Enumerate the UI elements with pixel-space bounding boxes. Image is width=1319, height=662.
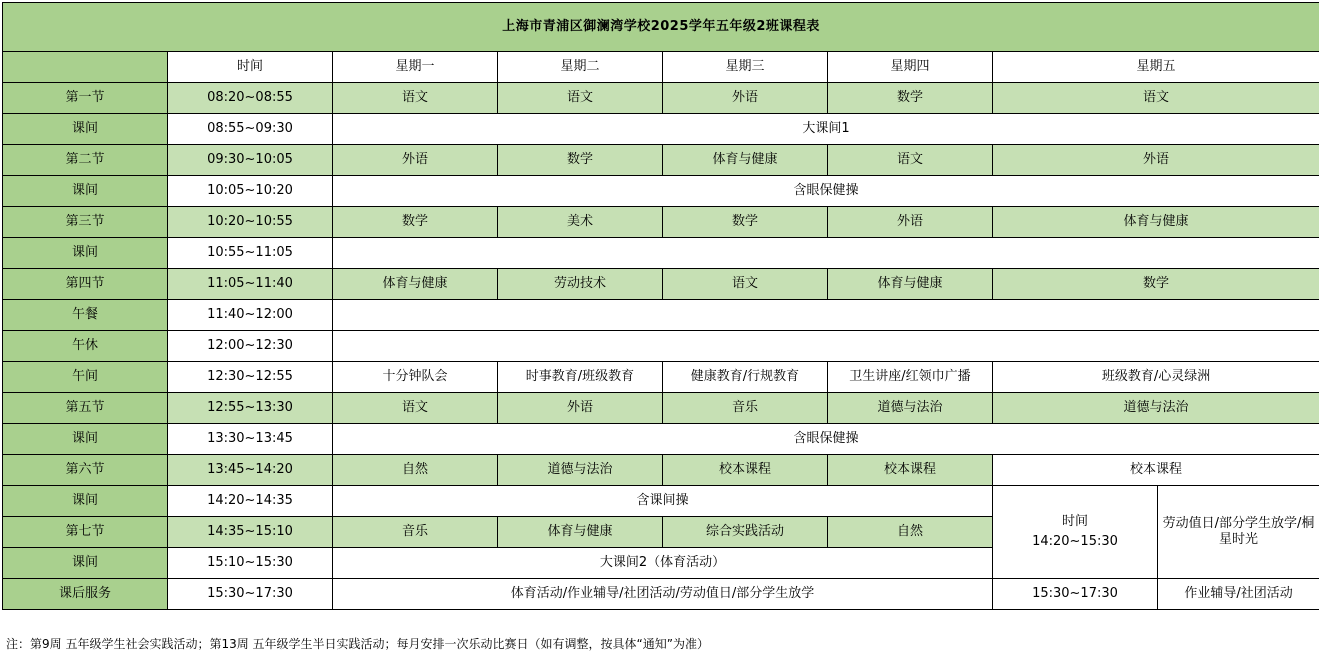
friday-afternoon-time [993, 486, 1158, 579]
period-label: 第二节 [3, 145, 168, 176]
period-time: 12:55~13:30 [168, 393, 333, 424]
period-time: 10:05~10:20 [168, 176, 333, 207]
header-row [3, 52, 1319, 83]
lesson-cell: 数学 [663, 207, 828, 238]
after-school-row [3, 579, 1319, 610]
period-time: 13:45~14:20 [168, 455, 333, 486]
period-row [3, 83, 1319, 114]
lesson-cell: 音乐 [663, 393, 828, 424]
period-time: 12:30~12:55 [168, 362, 333, 393]
break-row [3, 114, 1319, 145]
lesson-cell: 校本课程 [828, 455, 993, 486]
lesson-cell: 校本课程 [993, 455, 1319, 486]
lesson-cell: 自然 [828, 517, 993, 548]
noon-activity: 时事教育/班级教育 [498, 362, 663, 393]
header-monday: 星期一 [333, 52, 498, 83]
friday-time-label: 时间 [1061, 514, 1088, 529]
lesson-cell: 语文 [993, 83, 1319, 114]
period-label: 午间 [3, 362, 168, 393]
period-row [3, 455, 1319, 486]
lesson-cell: 道德与法治 [498, 455, 663, 486]
lesson-cell: 劳动技术 [498, 269, 663, 300]
break-row [3, 424, 1319, 455]
lesson-cell: 语文 [828, 145, 993, 176]
period-label: 第七节 [3, 517, 168, 548]
period-label: 第六节 [3, 455, 168, 486]
lesson-cell: 体育与健康 [498, 517, 663, 548]
period-label: 课间 [3, 424, 168, 455]
lesson-cell: 语文 [333, 83, 498, 114]
lesson-cell: 音乐 [333, 517, 498, 548]
lesson-cell: 外语 [498, 393, 663, 424]
period-time: 09:30~10:05 [168, 145, 333, 176]
lunch-row [3, 300, 1319, 331]
lesson-cell: 外语 [333, 145, 498, 176]
timetable [2, 2, 1319, 610]
after-school-activity: 体育活动/作业辅导/社团活动/劳动值日/部分学生放学 [333, 579, 993, 610]
lesson-cell: 数学 [828, 83, 993, 114]
lesson-cell: 体育与健康 [993, 207, 1319, 238]
period-time: 14:20~14:35 [168, 486, 333, 517]
break-row [3, 486, 1319, 517]
header-thursday: 星期四 [828, 52, 993, 83]
break-row [3, 176, 1319, 207]
lesson-cell: 道德与法治 [993, 393, 1319, 424]
friday-time-range: 14:20~15:30 [1032, 534, 1118, 549]
footnote: 注：第9周 五年级学生社会实践活动；第13周 五年级学生半日实践活动；每月安排一次乐动比赛日（如有调整，按具体“通知”为准） [6, 637, 709, 651]
lesson-cell: 体育与健康 [828, 269, 993, 300]
period-label: 第四节 [3, 269, 168, 300]
period-time: 11:05~11:40 [168, 269, 333, 300]
period-time: 14:35~15:10 [168, 517, 333, 548]
period-label: 午休 [3, 331, 168, 362]
header-time: 时间 [168, 52, 333, 83]
break-activity [333, 238, 1319, 269]
lesson-cell: 外语 [828, 207, 993, 238]
noon-activity: 十分钟队会 [333, 362, 498, 393]
break-row [3, 238, 1319, 269]
period-time: 10:55~11:05 [168, 238, 333, 269]
period-label: 第三节 [3, 207, 168, 238]
lesson-cell: 综合实践活动 [663, 517, 828, 548]
noon-activity: 健康教育/行规教育 [663, 362, 828, 393]
lesson-cell: 体育与健康 [663, 145, 828, 176]
period-label: 课间 [3, 114, 168, 145]
header-corner [3, 52, 168, 83]
lesson-cell: 语文 [663, 269, 828, 300]
lesson-cell: 数学 [498, 145, 663, 176]
lesson-cell: 道德与法治 [828, 393, 993, 424]
noon-activity: 班级教育/心灵绿洲 [993, 362, 1319, 393]
lesson-cell: 外语 [993, 145, 1319, 176]
lesson-cell: 校本课程 [663, 455, 828, 486]
period-label: 课间 [3, 238, 168, 269]
period-time: 15:30~17:30 [168, 579, 333, 610]
period-label: 课间 [3, 548, 168, 579]
lesson-cell: 语文 [498, 83, 663, 114]
break-activity: 大课间2（体育活动） [333, 548, 993, 579]
period-label: 课间 [3, 486, 168, 517]
friday-after-school-activity: 作业辅导/社团活动 [1158, 579, 1319, 610]
period-row [3, 207, 1319, 238]
page-title: 上海市青浦区御澜湾学校2025学年五年级2班课程表 [3, 3, 1319, 52]
period-label: 课后服务 [3, 579, 168, 610]
period-label: 午餐 [3, 300, 168, 331]
friday-after-school-time: 15:30~17:30 [993, 579, 1158, 610]
break-activity: 含眼保健操 [333, 176, 1319, 207]
lesson-cell: 体育与健康 [333, 269, 498, 300]
period-time: 10:20~10:55 [168, 207, 333, 238]
period-time: 12:00~12:30 [168, 331, 333, 362]
break-activity: 含课间操 [333, 486, 993, 517]
title-row [3, 3, 1319, 52]
period-label: 第一节 [3, 83, 168, 114]
lesson-cell: 数学 [993, 269, 1319, 300]
noon-activity: 卫生讲座/红领巾广播 [828, 362, 993, 393]
friday-afternoon-activity: 劳动值日/部分学生放学/桐星时光 [1158, 486, 1319, 579]
header-tuesday: 星期二 [498, 52, 663, 83]
lesson-cell: 外语 [663, 83, 828, 114]
break-activity [333, 300, 1319, 331]
header-friday: 星期五 [993, 52, 1319, 83]
lesson-cell: 语文 [333, 393, 498, 424]
period-row [3, 269, 1319, 300]
period-time: 08:20~08:55 [168, 83, 333, 114]
period-time: 11:40~12:00 [168, 300, 333, 331]
header-wednesday: 星期三 [663, 52, 828, 83]
rest-row [3, 331, 1319, 362]
break-activity: 含眼保健操 [333, 424, 1319, 455]
period-time: 13:30~13:45 [168, 424, 333, 455]
break-activity [333, 331, 1319, 362]
period-time: 08:55~09:30 [168, 114, 333, 145]
lesson-cell: 数学 [333, 207, 498, 238]
lesson-cell: 自然 [333, 455, 498, 486]
period-row [3, 393, 1319, 424]
noon-row [3, 362, 1319, 393]
period-row [3, 145, 1319, 176]
period-label: 课间 [3, 176, 168, 207]
period-label: 第五节 [3, 393, 168, 424]
period-time: 15:10~15:30 [168, 548, 333, 579]
lesson-cell: 美术 [498, 207, 663, 238]
break-activity: 大课间1 [333, 114, 1319, 145]
